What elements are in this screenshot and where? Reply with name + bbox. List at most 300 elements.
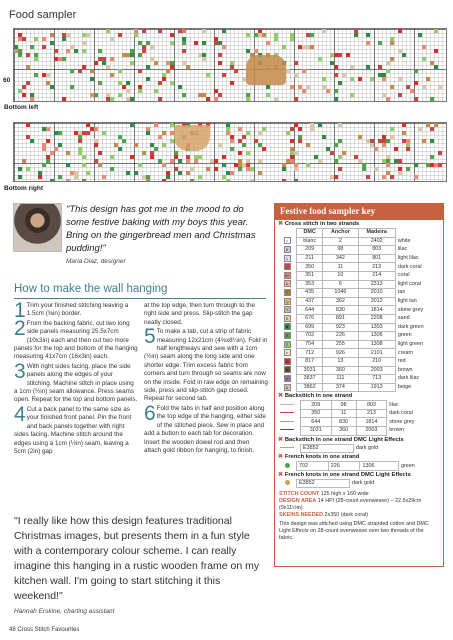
stitch-cell [282,179,286,182]
stitch-cell [130,49,134,53]
stitch-cell [390,85,394,89]
stitch-cell [26,81,30,85]
stitch-cell [334,97,338,101]
madeira-cell: 214 [358,271,395,280]
chart-bottom-left [13,28,447,102]
step-text: With right sides facing, place the side panels along the edges of your stitching. Machine stitch in place using a 1cm (½in) seam allowance. Press seams open. Repeat for the top and bottom panels. [14,362,138,404]
stitch-cell [294,97,298,101]
materials-note: This design was stitched using DMC stranded cotton and DMC Light Effects on 28-count evenweave over two threads of the fabric. [279,521,429,542]
madeira-cell: 1303 [358,323,395,332]
name-cell: lilac [397,246,408,253]
knot-swatch [278,462,297,471]
stitch-cell [130,61,134,65]
stitch-cell [170,159,174,163]
stitch-cell [434,163,438,167]
stitch-cell [250,167,254,171]
howto-title: How to make the wall hanging [14,283,168,295]
anchor-cell: 1046 [323,289,358,298]
key-row [278,332,440,341]
dmc-cell: 437 [297,297,323,306]
stitch-cell [334,89,338,93]
stitch-cell [422,139,426,143]
stitch-cell [402,131,406,135]
stitch-cell [86,131,90,135]
anchor-cell: 98 [323,246,358,255]
stitch-cell [182,37,186,41]
anchor-cell: 374 [323,383,358,392]
stitch-cell [386,69,390,73]
stitch-cell [406,143,410,147]
stitch-cell [282,167,286,171]
stitch-cell [186,159,190,163]
anchor-cell: 111 [323,375,358,384]
stitch-cell [430,155,434,159]
stitch-cell [158,81,162,85]
cross-stitch-heading-label: Cross stitch in two strands [284,221,360,227]
stitch-cell [102,131,106,135]
stitch-cell [110,57,114,61]
stitch-cell [266,93,270,97]
step-number: 3 [14,359,26,383]
stitch-cell [18,167,22,171]
stitch-cell [34,57,38,61]
symbol-swatch-icon [284,263,291,270]
stitch-cell [406,167,410,171]
stitch-cell [438,151,442,155]
stitch-cell [138,89,142,93]
stitch-cell [230,61,234,65]
symbol-swatch-icon: W [285,272,289,278]
stitch-cell [258,131,262,135]
stitch-cell [302,89,306,93]
stitch-cell [66,163,70,167]
stitch-cell [38,175,42,179]
symbol-cell [278,349,297,358]
stitch-cell [274,97,278,101]
stitch-cell [298,127,302,131]
madeira-cell: 803 [358,246,395,255]
design-area [279,498,439,512]
step-number: 6 [144,401,156,425]
stitch-cell [202,93,206,97]
name-cell: beige [397,383,412,390]
anchor-cell: 11 [331,409,356,418]
stitch-cell [90,69,94,73]
stitch-cell [342,151,346,155]
stitch-cell [170,61,174,65]
stitch-cell [214,37,218,41]
anchor-cell: 11 [323,263,358,272]
stitch-cell [158,159,162,163]
symbol-swatch-icon: • [284,375,291,382]
stitch-cell [258,159,262,163]
madeira-cell: 2101 [358,349,395,358]
stitch-cell [134,29,138,33]
key-row [278,366,440,375]
key-row [278,263,440,272]
stitch-cell [186,171,190,175]
code-cell: E3852 [301,444,354,453]
line-swatch [278,444,301,453]
designer-quote-attribution: Maria Diaz, designer [66,258,126,265]
name-cell: light lilac [397,255,419,262]
howto-step [14,402,138,456]
stitch-cell [214,97,218,101]
howto-column-1 [14,299,138,457]
stitch-cell [426,77,430,81]
stitch-cell [78,151,82,155]
stitch-cell [262,127,266,131]
stitch-cell [94,143,98,147]
key-row [278,409,440,418]
step-number: 1 [14,299,26,322]
howto-step [144,302,268,327]
stitch-cell [50,151,54,155]
stitch-cell [146,41,150,45]
stitch-cell [178,171,182,175]
anchor-cell: 830 [331,418,356,427]
stitch-cell [246,151,250,155]
stitch-cell [82,163,86,167]
stitch-cell [290,127,294,131]
howto-column-2 [144,302,268,456]
stitch-cell [62,57,66,61]
stitch-cell [406,85,410,89]
step-number: 4 [14,402,26,426]
stitch-cell [146,131,150,135]
stitch-cell [358,77,362,81]
stitch-cell [62,97,66,101]
stitch-cell [386,61,390,65]
madeira-cell: 1306 [358,332,395,341]
anchor-cell: 98 [331,401,356,410]
stitch-cell [246,97,250,101]
stitch-cell [18,53,22,57]
stitch-cell [398,77,402,81]
stitch-cell [234,69,238,73]
key-row [278,383,440,392]
madeira-cell: 2010 [358,289,395,298]
howto-rule [14,298,266,299]
stitch-cell [182,41,186,45]
stitch-cell [118,69,122,73]
french-knots-light-heading-label: French knots in one strand DMC Light Effects [284,471,411,478]
stitch-cell [406,147,410,151]
name-cell: dark coral [389,410,413,417]
stitch-cell [130,123,134,127]
stitch-cell [134,171,138,175]
howto-step [144,325,268,404]
anchor-cell: 226 [323,332,358,341]
french-knots-heading [275,453,443,461]
stitch-cell [422,85,426,89]
stitch-cell [110,97,114,101]
stitch-cell [338,123,342,127]
stitch-cell [430,127,434,131]
stitch-cell [322,29,326,33]
stitch-cell [138,69,142,73]
stitch-cell [214,159,218,163]
french-knots-light-heading [275,471,443,479]
stitch-cell [94,127,98,131]
gingerbread-motif [246,55,286,85]
stitch-cell [434,29,438,33]
key-specs [275,488,443,542]
dmc-header: DMC [297,229,323,238]
stitch-cell [94,93,98,97]
symbol-swatch-icon: Z [284,341,291,348]
stitch-cell [230,139,234,143]
symbol-swatch-icon: V [284,358,291,365]
stitch-cell [26,167,30,171]
stitch-cell [318,57,322,61]
stitch-cell [90,93,94,97]
madeira-cell: 1814 [356,418,387,427]
stitch-cell [310,127,314,131]
key-row [278,401,440,410]
stitch-cell [74,175,78,179]
stitch-cell [362,167,366,171]
line-swatch [278,409,301,418]
stitch-cell [306,163,310,167]
stitch-cell [134,33,138,37]
stitch-cell [314,155,318,159]
stitch-cell [382,175,386,179]
stitch-cell [266,85,270,89]
name-cell: white [397,237,411,244]
stitch-cell [130,155,134,159]
stitch-cell [394,159,398,163]
stitch-cell [62,37,66,41]
stitch-cell [306,45,310,49]
stitch-cell [22,37,26,41]
stitch-cell [398,171,402,175]
stitch-cell [82,179,86,182]
stitch-cell [162,143,166,147]
stitch-cell [238,163,242,167]
stitch-cell [402,53,406,57]
stitch-cell [414,69,418,73]
madeira-cell: 213 [358,263,395,272]
stitch-cell [222,155,226,159]
stitch-cell [390,37,394,41]
stitch-cell [286,69,290,73]
key-row [278,289,440,298]
stitch-cell [294,163,298,167]
stitch-cell [290,155,294,159]
page-footer: 48 Cross Stitch Favourites [9,627,80,633]
stitch-cell [118,93,122,97]
stitch-cell [202,53,206,57]
stitch-cell [142,151,146,155]
stitch-cell [258,171,262,175]
key-row [278,462,440,471]
dmc-cell: 712 [297,349,323,358]
stitch-cell [142,49,146,53]
stitch-cell [166,175,170,179]
stitch-cell [158,29,162,33]
stitch-cell [126,81,130,85]
key-row [278,246,440,255]
stitch-cell [146,179,150,182]
dmc-cell: 702 [297,332,323,341]
cross-icon: ✖ [278,471,283,478]
stitch-cell [102,175,106,179]
stitch-cell [290,139,294,143]
stitch-cell [370,77,374,81]
stitch-cell [294,151,298,155]
stitch-cell [74,49,78,53]
howto-step [14,316,138,362]
stitch-cell [50,179,54,182]
key-row [278,306,440,315]
step-text: To make a tab, cut a strip of fabric measuring 12x21cm (4⅝x8¼in). Fold in half lengthways and sew with a 1cm (½in) seam along the long side and one shorter edge. Trim excess fabric from corners and turn through so seams are now on the inside. Fold in raw edge on remaining side, press and slip-stitch gap closed. Repeat for second tab. [144,328,268,403]
stitch-cell [42,147,46,151]
stitch-cell [198,175,202,179]
skeins-label: SKEINS NEEDED [279,512,324,519]
stitch-cell [150,151,154,155]
key-row [278,314,440,323]
symbol-cell [278,297,297,306]
stitch-cell [190,167,194,171]
symbol-cell [278,271,297,280]
backstitch-heading-label: Backstitch in one strand [284,393,353,400]
stitch-cell [150,143,154,147]
madeira-cell: 713 [358,375,395,384]
stitch-cell [266,41,270,45]
stitch-cell [74,131,78,135]
name-cell: dark green [397,323,424,330]
name-cell: dark gold [352,480,375,487]
stitch-cell [230,81,234,85]
stitch-cell [342,73,346,77]
stitch-cell [394,147,398,151]
stitch-cell [174,155,178,159]
stitch-cell [162,131,166,135]
dmc-cell: 676 [297,314,323,323]
anchor-cell: 926 [323,349,358,358]
symbol-cell [278,306,297,315]
stitch-cell [194,159,198,163]
name-cell: green [401,462,415,469]
stitch-cell [338,167,342,171]
designer-quote [66,203,266,268]
stitch-cell [222,29,226,33]
stitch-cell [310,45,314,49]
stitch-cell [378,65,382,69]
stitch-cell [50,85,54,89]
stitch-cell [110,37,114,41]
stitch-cell [118,33,122,37]
symbol-cell [278,383,297,392]
symbol-header [278,229,297,238]
stitch-cell [154,61,158,65]
key-row [278,479,440,488]
anchor-cell: 226 [328,462,360,471]
stitch-cell [318,159,322,163]
anchor-cell: 10 [323,271,358,280]
madeira-cell: 213 [356,409,387,418]
symbol-swatch-icon: ≈ [284,349,291,356]
stitch-cell [162,77,166,81]
name-cell: cream [397,349,413,356]
stitch-cell [146,77,150,81]
stitch-cell [418,33,422,37]
madeira-cell: 1306 [360,462,399,471]
stitch-cell [238,167,242,171]
symbol-swatch-icon: ✕ [285,315,289,321]
charting-quote-text: "I really like how this design features traditional Christmas images, but presents them in a fun style with a contemporary colour scheme. I can really imagine this hanging in a rustic wooden frame on my kitchen wall. I'm going to start stitching it this weekend!" [14,515,260,602]
stitch-cell [198,155,202,159]
stitch-cell [106,65,110,69]
stitch-cell [358,159,362,163]
stitch-cell [286,159,290,163]
stitch-cell [202,41,206,45]
dmc-cell: 3837 [297,375,323,384]
symbol-cell [278,357,297,366]
name-cell: lilac [389,401,399,408]
stitch-cell [230,147,234,151]
symbol-swatch-icon: ■ [284,366,291,373]
stitch-cell [182,93,186,97]
stitch-cell [294,179,298,182]
stitch-cell [414,97,418,101]
stitch-cell [70,171,74,175]
key-row [278,349,440,358]
chart-bottom-right [13,122,447,182]
stitch-cell [286,131,290,135]
dmc-cell: 704 [297,340,323,349]
stitch-cell [414,163,418,167]
stitch-cell [294,61,298,65]
howto-step [14,359,138,405]
backstitch-line-icon [280,421,294,422]
step-number: 5 [144,325,156,349]
stitch-cell [186,65,190,69]
key-row [278,357,440,366]
madeira-cell: 1814 [358,306,395,315]
stitch-cell [350,93,354,97]
stitch-cell [150,45,154,49]
stitch-cell [322,135,326,139]
stitch-cell [46,139,50,143]
stitch-cell [294,73,298,77]
pudding-motif [174,125,210,151]
stitch-cell [54,147,58,151]
stitch-cell [106,29,110,33]
stitch-cell [30,139,34,143]
code-cell: E3852 [297,479,350,488]
madeira-cell: 2402 [358,237,395,246]
stitch-cell [334,53,338,57]
stitch-cell [438,85,442,89]
stitch-cell [366,41,370,45]
stitch-cell [86,33,90,37]
stitch-cell [390,127,394,131]
stitch-cell [206,97,210,101]
stitch-cell [58,57,62,61]
symbol-swatch-icon: Q [285,298,289,304]
symbol-cell [278,289,297,298]
stitch-cell [250,179,254,182]
stitch-cell [366,33,370,37]
stitch-cell [294,167,298,171]
name-cell: tan [397,289,406,296]
stitch-cell [158,97,162,101]
stitch-cell [170,81,174,85]
stitch-cell [130,53,134,57]
french-knots-light-table [278,479,440,489]
